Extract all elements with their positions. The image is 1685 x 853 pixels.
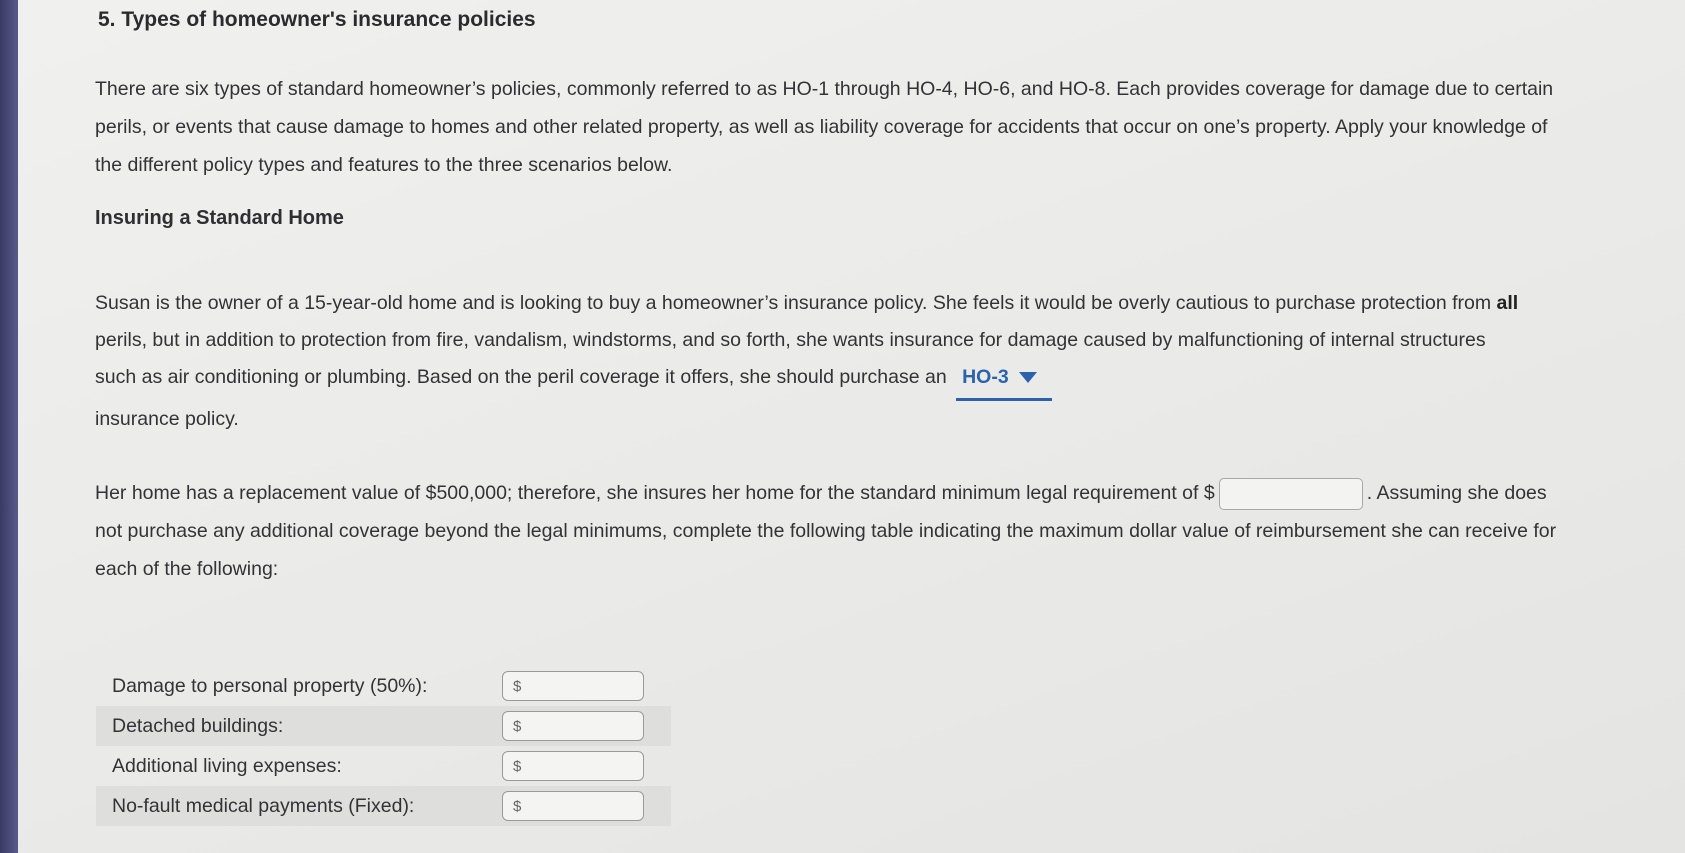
value-text-end: . Assuming she does not purchase any additional coverage beyond the legal minimums, complete the following table indicating the maximum dollar value of reimbursement she can receive for each of the following: bbox=[95, 482, 1557, 580]
scenario-bold-word: all bbox=[1496, 292, 1519, 314]
minimum-coverage-input[interactable] bbox=[1219, 478, 1363, 510]
detached-buildings-input[interactable] bbox=[502, 711, 644, 741]
medical-payments-input[interactable] bbox=[502, 791, 644, 821]
table-row bbox=[96, 666, 671, 706]
row-label: Damage to personal property (50%): bbox=[112, 674, 428, 697]
question-title: 5. Types of homeowner's insurance policies bbox=[98, 8, 536, 31]
dollar-sign: $ bbox=[513, 677, 522, 695]
personal-property-input[interactable] bbox=[502, 671, 644, 701]
scenario-text-middle: perils, but in addition to protection from fire, vandalism, windstorms, and so forth, she wants insurance for damage caused by malfunctioning of internal structures such as air conditioning or plumbing. Based on the peril coverage it offers, she should purchase an bbox=[95, 329, 1486, 388]
left-window-edge bbox=[0, 0, 18, 853]
living-expenses-input[interactable] bbox=[502, 751, 644, 781]
section-heading: Insuring a Standard Home bbox=[95, 207, 344, 229]
row-label: Additional living expenses: bbox=[112, 754, 342, 777]
value-text-start: Her home has a replacement value of $500,000; therefore, she insures her home for the standard minimum legal requirement of $ bbox=[95, 482, 1215, 504]
dollar-sign: $ bbox=[513, 717, 522, 735]
chevron-down-icon bbox=[1019, 372, 1037, 383]
table-row bbox=[96, 706, 671, 746]
table-row bbox=[96, 786, 671, 826]
policy-type-selected: HO-3 bbox=[962, 366, 1009, 388]
dollar-sign: $ bbox=[513, 797, 522, 815]
question-page bbox=[18, 0, 1685, 853]
scenario-text-end: insurance policy. bbox=[95, 408, 239, 430]
scenario-paragraph bbox=[95, 285, 1525, 438]
replacement-value-paragraph bbox=[95, 474, 1565, 588]
table-row bbox=[96, 746, 671, 786]
reimbursement-table bbox=[96, 666, 671, 826]
dollar-sign: $ bbox=[513, 757, 522, 775]
policy-type-dropdown[interactable] bbox=[956, 359, 1052, 401]
row-label: No-fault medical payments (Fixed): bbox=[112, 794, 415, 817]
row-label: Detached buildings: bbox=[112, 714, 284, 737]
intro-paragraph: There are six types of standard homeowner’s policies, commonly referred to as HO-1 through HO-4, HO-6, and HO-8. Each provides coverage for damage due to certain perils, or events that cause damage to homes and other related property, as well as liability coverage for accidents that occur on one’s property. Apply your knowledge of the different policy types and features to the three scenarios below. bbox=[95, 78, 1554, 176]
scenario-text-start: Susan is the owner of a 15-year-old home and is looking to buy a homeowner’s insurance policy. She feels it would be overly cautious to purchase protection from bbox=[95, 292, 1497, 314]
